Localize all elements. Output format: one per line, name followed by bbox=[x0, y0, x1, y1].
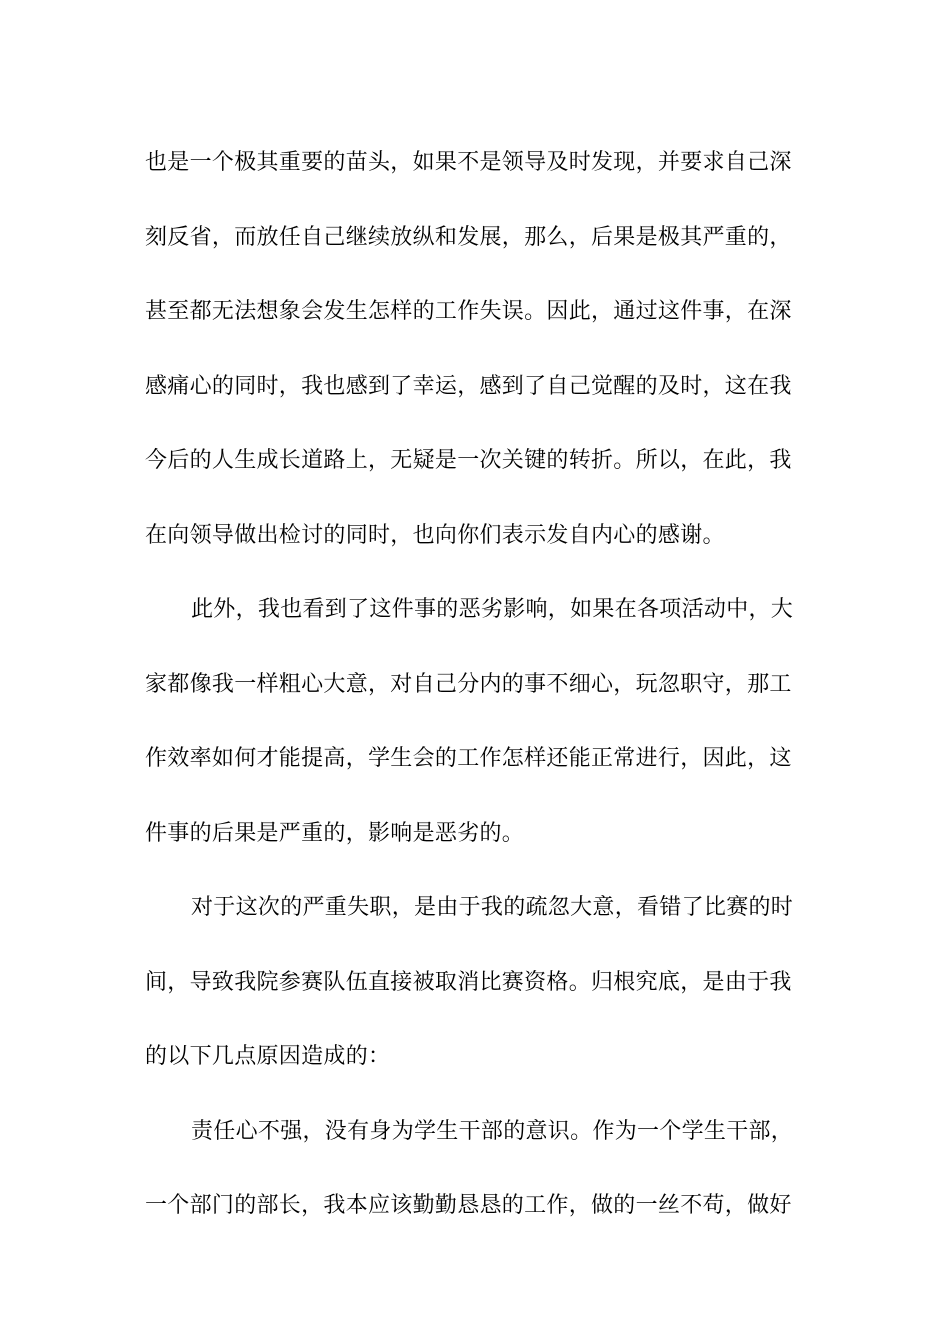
text-line: 感痛心的同时，我也感到了幸运，感到了自己觉醒的及时，这在我 bbox=[145, 373, 792, 399]
text-line: 在向领导做出检讨的同时，也向你们表示发自内心的感谢。 bbox=[145, 522, 725, 548]
text-line: 一个部门的部长，我本应该勤勤恳恳的工作，做的一丝不苟，做好 bbox=[145, 1193, 792, 1218]
text-line-indented: 对于这次的严重失职，是由于我的疏忽大意，看错了比赛的时 bbox=[191, 895, 794, 920]
text-line: 也是一个极其重要的苗头，如果不是领导及时发现，并要求自己深 bbox=[145, 150, 792, 175]
text-line: 家都像我一样粗心大意，对自己分内的事不细心，玩忽职守，那工 bbox=[145, 671, 792, 697]
paragraph-responsibility bbox=[145, 1095, 810, 1244]
text-line-indented: 此外，我也看到了这件事的恶劣影响，如果在各项活动中，大 bbox=[191, 597, 794, 622]
paragraph-impact bbox=[145, 573, 810, 871]
text-line: 件事的后果是严重的，影响是恶劣的。 bbox=[145, 820, 525, 846]
text-line-indented: 责任心不强，没有身为学生干部的意识。作为一个学生干部， bbox=[191, 1118, 794, 1144]
text-line: 作效率如何才能提高，学生会的工作怎样还能正常进行，因此，这 bbox=[145, 746, 792, 771]
text-line: 刻反省，而放任自己继续放纵和发展，那么，后果是极其严重的， bbox=[145, 224, 792, 250]
paragraph-continuation bbox=[145, 126, 810, 573]
text-line: 甚至都无法想象会发生怎样的工作失误。因此，通过这件事，在深 bbox=[145, 299, 792, 324]
text-line: 今后的人生成长道路上，无疑是一次关键的转折。所以，在此，我 bbox=[145, 448, 792, 473]
text-line: 的以下几点原因造成的： bbox=[145, 1044, 391, 1069]
text-line: 间，导致我院参赛队伍直接被取消比赛资格。归根究底，是由于我 bbox=[145, 969, 792, 995]
document-body bbox=[145, 126, 810, 1244]
paragraph-cause bbox=[145, 871, 810, 1095]
